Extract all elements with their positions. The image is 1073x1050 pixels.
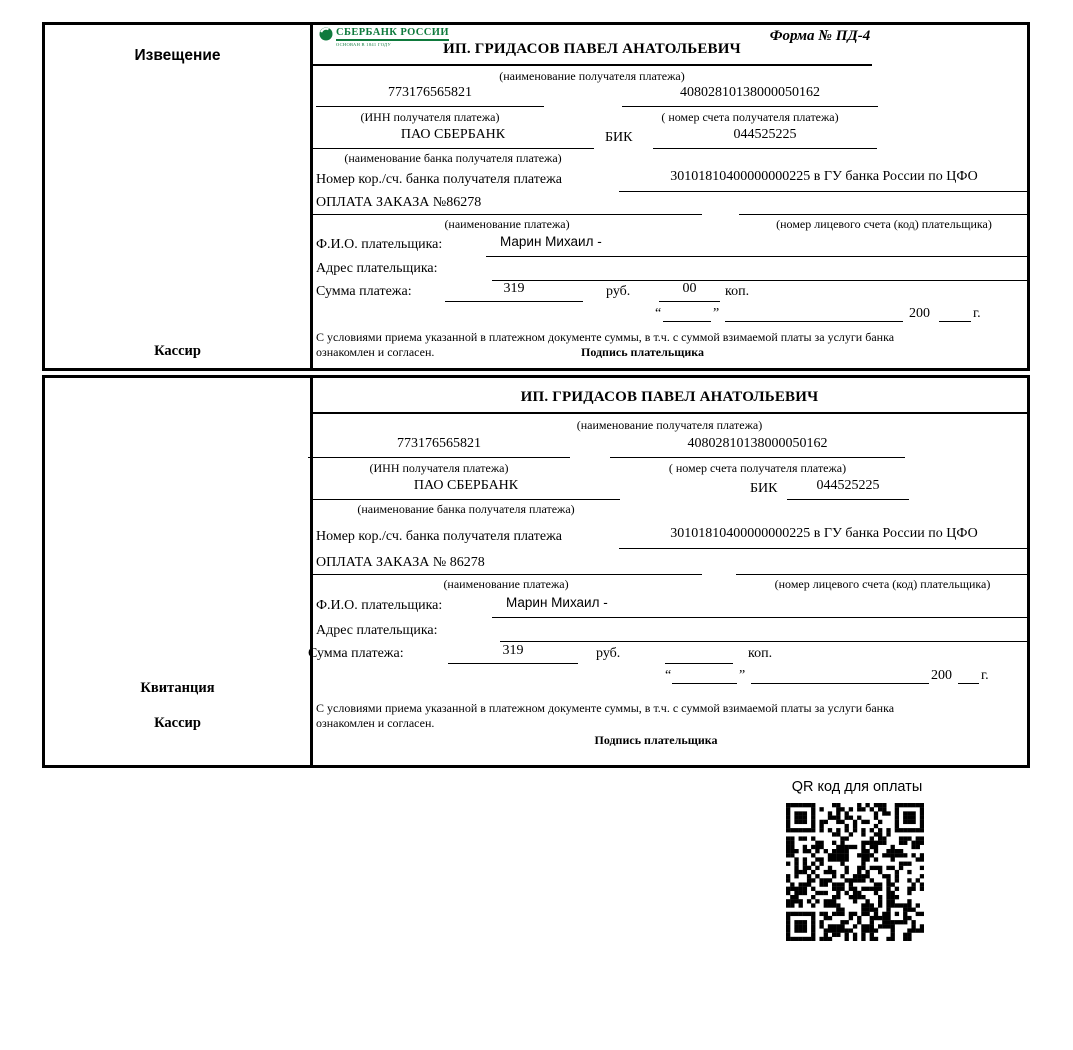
payer-code-field-line — [739, 193, 1029, 215]
date-year-field-line — [939, 303, 971, 322]
payer-name-field — [492, 594, 1029, 618]
korr-label: Номер кор./сч. банка получателя платежа — [316, 172, 562, 187]
date-quote-close: ” — [739, 668, 746, 683]
sberbank-circle-icon — [319, 27, 333, 41]
form-number-label: Форма № ПД-4 — [769, 28, 871, 44]
date-quote-open: “ — [665, 668, 672, 683]
korr-value: 30101810400000000225 в ГУ банка России по ЦФО — [619, 525, 1029, 549]
bik-value: 044525225 — [653, 126, 877, 149]
recipient-name: ИП. ГРИДАСОВ ПАВЕЛ АНАТОЛЬЕВИЧ — [312, 41, 872, 66]
agreement-line2: ознакомлен и согласен. — [316, 345, 435, 359]
payer-name-value: Марин Михаил - — [506, 595, 608, 610]
sberbank-logo-text: СБЕРБАНК РОССИИ — [336, 27, 449, 41]
date-year-suffix: г. — [973, 306, 981, 321]
date-quote-open: “ — [655, 306, 662, 321]
amount-label: Сумма платежа: — [316, 284, 412, 299]
account-value: 40802810138000050162 — [610, 435, 905, 458]
bank-caption: (наименование банка получателя платежа) — [357, 502, 575, 516]
date-month-field-line — [751, 665, 929, 684]
cashier-label: Кассир — [154, 343, 201, 359]
cashier-label: Кассир — [154, 715, 201, 731]
account-caption: ( номер счета получателя платежа) — [668, 461, 847, 475]
korr-label: Номер кор./сч. банка получателя платежа — [316, 529, 562, 544]
amount-label: Сумма платежа: — [308, 646, 404, 661]
agreement-line2: ознакомлен и согласен. — [316, 716, 435, 730]
korr-value: 30101810400000000225 в ГУ банка России по ЦФО — [619, 168, 1029, 192]
signature-label: Подпись плательщика — [594, 733, 718, 747]
payer-address-label: Адрес плательщика: — [316, 261, 438, 276]
notice-section — [42, 22, 1030, 371]
amount-kop-value: 00 — [659, 280, 720, 302]
inn-caption: (ИНН получателя платежа) — [360, 110, 500, 124]
date-year-prefix: 200 — [931, 668, 952, 683]
date-quote-close: ” — [713, 306, 720, 321]
bank-name-value: ПАО СБЕРБАНК — [312, 477, 620, 500]
rub-label: руб. — [596, 646, 621, 661]
payer-name-field — [486, 233, 1029, 257]
agreement-line1: С условиями приема указанной в платежном документе суммы, в т.ч. с суммой взимаемой платы за услуги банка — [316, 701, 895, 715]
recipient-caption: (наименование получателя платежа) — [576, 418, 763, 432]
inn-caption: (ИНН получателя платежа) — [369, 461, 509, 475]
purpose-caption: (наименование платежа) — [443, 577, 569, 591]
payer-name-label: Ф.И.О. плательщика: — [316, 237, 443, 252]
amount-rub-value: 319 — [448, 642, 578, 664]
payer-address-field-line — [500, 619, 1029, 642]
agreement-line1: С условиями приема указанной в платежном документе суммы, в т.ч. с суммой взимаемой платы за услуги банка — [316, 330, 895, 344]
qr-label: QR код для оплаты — [791, 779, 923, 795]
rub-label: руб. — [606, 284, 631, 299]
section-title-receipt: Квитанция — [140, 680, 215, 696]
payer-name-value: Марин Михаил - — [500, 234, 602, 249]
bik-label: БИК — [750, 481, 778, 496]
account-caption: ( номер счета получателя платежа) — [661, 110, 839, 124]
purpose-caption: (наименование платежа) — [444, 217, 570, 231]
bik-label: БИК — [605, 130, 633, 145]
date-year-suffix: г. — [981, 668, 989, 683]
payer-address-field-line — [492, 257, 1029, 281]
recipient-caption: (наименование получателя платежа) — [499, 69, 685, 83]
purpose-value: ОПЛАТА ЗАКАЗА № 86278 — [316, 555, 485, 570]
recipient-name: ИП. ГРИДАСОВ ПАВЕЛ АНАТОЛЬЕВИЧ — [312, 389, 1027, 414]
payer-code-caption: (номер лицевого счета (код) плательщика) — [776, 217, 992, 231]
kop-label: коп. — [748, 646, 773, 661]
qr-code — [786, 803, 924, 941]
inn-value: 773176565821 — [308, 435, 570, 458]
section-title-notice: Извещение — [134, 47, 221, 64]
date-year-field-line — [958, 665, 979, 684]
purpose-value: ОПЛАТА ЗАКАЗА №86278 — [316, 195, 482, 210]
date-year-prefix: 200 — [909, 306, 930, 321]
receipt-section — [42, 375, 1030, 768]
payer-name-label: Ф.И.О. плательщика: — [316, 598, 443, 613]
signature-label: Подпись плательщика — [581, 345, 704, 359]
kop-label: коп. — [725, 284, 750, 299]
amount-kop-field-line — [665, 642, 733, 664]
date-day-field-line — [672, 665, 737, 684]
payer-address-label: Адрес плательщика: — [316, 623, 438, 638]
date-month-field-line — [725, 303, 903, 322]
date-day-field-line — [663, 303, 711, 322]
amount-rub-value: 319 — [445, 280, 583, 302]
payer-code-field-line — [736, 553, 1029, 575]
inn-value: 773176565821 — [316, 84, 544, 107]
bank-caption: (наименование банка получателя платежа) — [344, 151, 562, 165]
account-value: 40802810138000050162 — [622, 84, 878, 107]
sberbank-logo-subtext: ОСНОВАН В 1841 ГОДУ — [336, 42, 391, 47]
bik-value: 044525225 — [787, 477, 909, 500]
payer-code-caption: (номер лицевого счета (код) плательщика) — [774, 577, 991, 591]
bank-name-value: ПАО СБЕРБАНК — [312, 126, 594, 149]
